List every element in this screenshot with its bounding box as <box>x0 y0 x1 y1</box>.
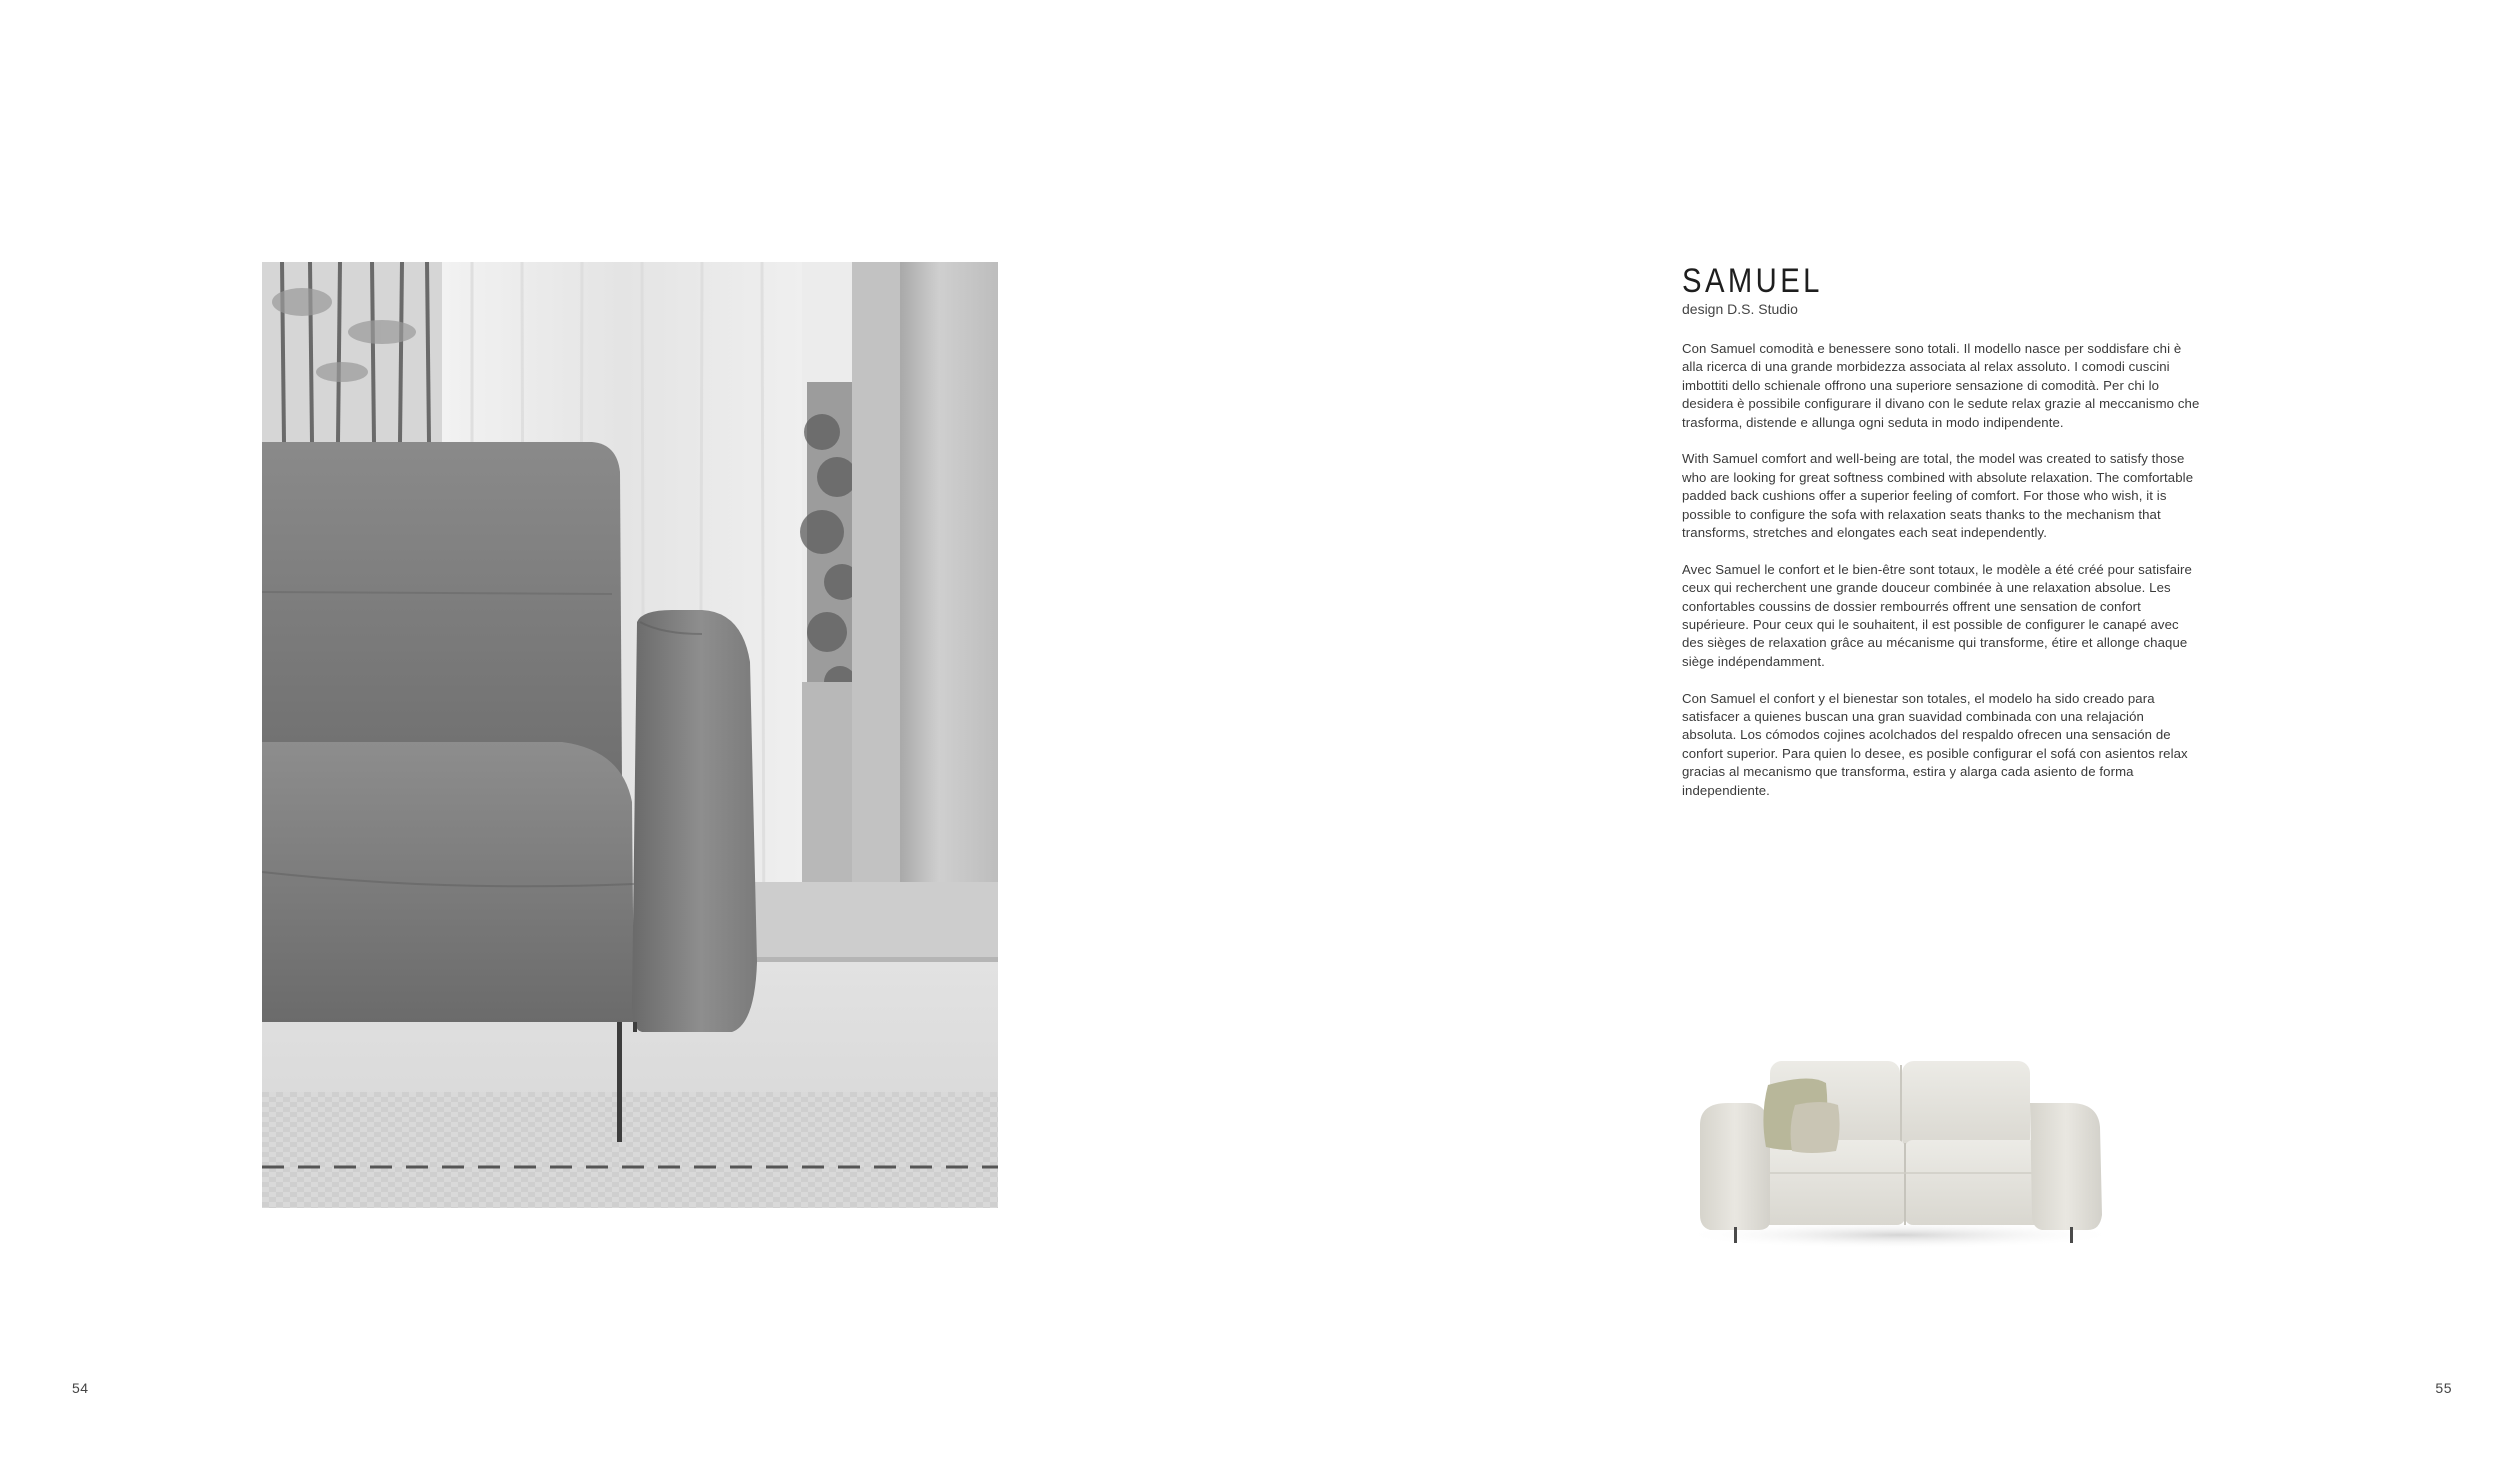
product-title: SAMUEL <box>1682 262 1823 300</box>
description-italian: Con Samuel comodità e benessere sono totali. Il modello nasce per soddisfare chi è alla ricerca di una grande morbidezza associata al relax assoluto. I comodi cuscini imbottiti dello schienale offrono una superiore sensazione di comodità. Per chi lo desidera è possibile configurare il divano con le sedute relax grazie al meccanismo che trasforma, distende e allunga ogni seduta in modo indipendente. <box>1682 341 2200 430</box>
page-number-left: 54 <box>72 1380 89 1396</box>
description-french: Avec Samuel le confort et le bien-être sont totaux, le modèle a été créé pour satisfaire ceux qui recherchent une grande douceur combinée à une relaxation absolue. Les confortables coussins de dossier rembourrés offrent une sensation de confort supérieure. Pour ceux qui le souhaitent, il est possible de configurer le canapé avec des sièges de relaxation grâce au mécanisme qui transforme, étire et allonge chaque siège indépendamment. <box>1682 561 2192 669</box>
lifestyle-photo <box>262 262 998 1208</box>
product-photo <box>1670 1055 2130 1255</box>
page-number-right: 55 <box>2435 1380 2452 1396</box>
description-spanish: Con Samuel el confort y el bienestar son totales, el modelo ha sido creado para satisfacer a quienes buscan una gran suavidad combinada con una relajación absoluta. Los cómodos cojines acolchados del respaldo ofrecen una sensación de confort superior. Para quien lo desee, es posible configurar el sofá con asientos relax gracias al mecanismo que transforma, estira y alarga cada asiento de forma independiente. <box>1682 690 2188 798</box>
designer-credit: design D.S. Studio <box>1682 301 1798 317</box>
product-description <box>1682 262 2202 819</box>
description-english: With Samuel comfort and well-being are total, the model was created to satisfy those who are looking for great softness combined with absolute relaxation. The comfortable padded back cushions offer a superior feeling of comfort. For those who wish, it is possible to configure the sofa with relaxation seats thanks to the mechanism that transforms, stretches and elongates each seat independently. <box>1682 451 2194 541</box>
